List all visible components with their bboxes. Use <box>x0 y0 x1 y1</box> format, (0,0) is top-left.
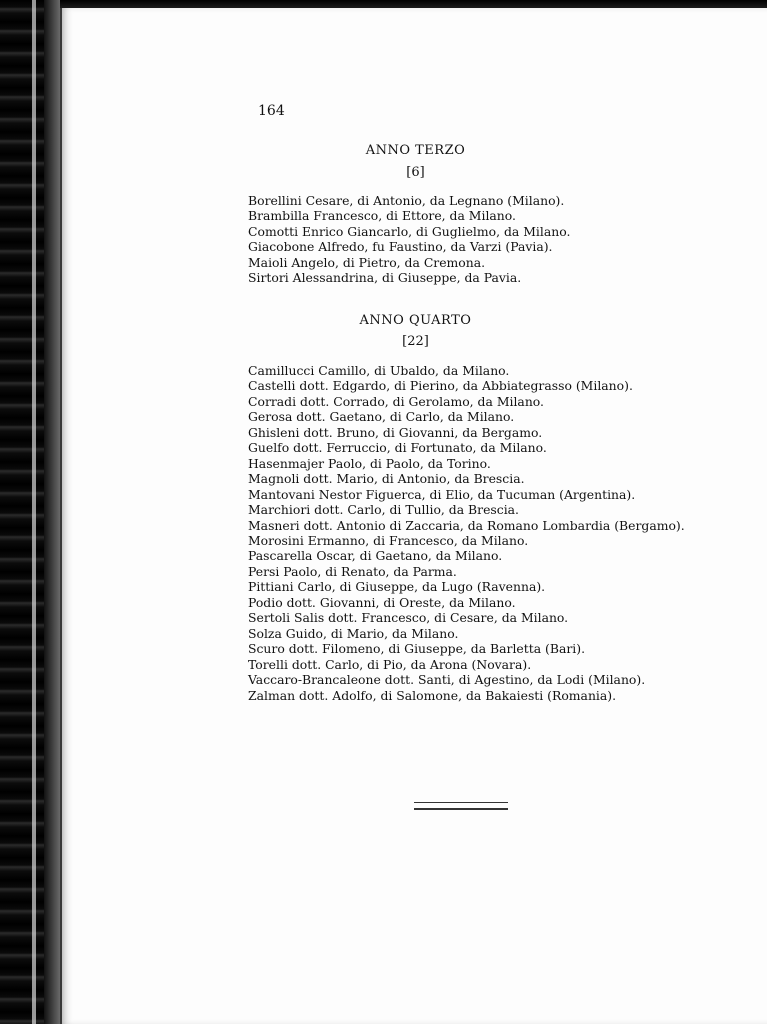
list-item: Gerosa dott. Gaetano, di Carlo, da Milano. <box>248 409 515 425</box>
list-item: Pascarella Oscar, di Gaetano, da Milano. <box>248 548 503 564</box>
list-item: Pittiani Carlo, di Giuseppe, da Lugo (Ravenna). <box>248 579 546 595</box>
list-item: Camillucci Camillo, di Ubaldo, da Milano. <box>248 363 510 378</box>
list-item: Scuro dott. Filomeno, di Giuseppe, da Barletta (Bari). <box>248 641 586 657</box>
list-item: Mantovani Nestor Figuerca, di Elio, da Tucuman (Argentina). <box>248 486 636 502</box>
section-count-anno-quarto: [22] <box>402 334 429 349</box>
list-item: Magnoli dott. Mario, di Antonio, da Brescia. <box>248 471 525 487</box>
list-item: Hasenmajer Paolo, di Paolo, da Torino. <box>248 455 491 471</box>
book-page <box>60 8 767 1024</box>
list-item: Guelfo dott. Ferruccio, di Fortunato, da Milano. <box>248 440 547 456</box>
section-heading-anno-terzo: ANNO TERZO <box>365 143 466 158</box>
page-number: 164 <box>258 103 285 119</box>
list-item: Brambilla Francesco, di Ettore, da Milano. <box>248 208 516 224</box>
end-rule-divider <box>414 802 508 810</box>
list-item: Solza Guido, di Mario, da Milano. <box>248 625 459 641</box>
list-item: Persi Paolo, di Renato, da Parma. <box>248 563 457 579</box>
student-list-anno-terzo <box>248 193 748 286</box>
book-binding-edge <box>0 0 60 1024</box>
list-item: Sertoli Salis dott. Francesco, di Cesare, da Milano. <box>248 610 569 626</box>
list-item: Borellini Cesare, di Antonio, da Legnano (Milano). <box>248 193 565 208</box>
list-item: Morosini Ermanno, di Francesco, da Milano. <box>248 532 529 548</box>
list-item: Comotti Enrico Giancarlo, di Guglielmo, da Milano. <box>248 223 571 239</box>
list-item: Corradi dott. Corrado, di Gerolamo, da Milano. <box>248 393 544 409</box>
list-item: Sirtori Alessandrina, di Giuseppe, da Pavia. <box>248 270 522 286</box>
list-item: Torelli dott. Carlo, di Pio, da Arona (Novara). <box>248 656 532 672</box>
list-item: Ghisleni dott. Bruno, di Giovanni, da Bergamo. <box>248 424 543 440</box>
list-item: Castelli dott. Edgardo, di Pierino, da Abbiategrasso (Milano). <box>248 378 633 394</box>
list-item: Podio dott. Giovanni, di Oreste, da Milano. <box>248 594 516 610</box>
list-item: Masneri dott. Antonio di Zaccaria, da Romano Lombardia (Bergamo). <box>248 517 685 533</box>
list-item: Maioli Angelo, di Pietro, da Cremona. <box>248 254 486 270</box>
section-count-anno-terzo: [6] <box>406 165 425 180</box>
list-item: Giacobone Alfredo, fu Faustino, da Varzi (Pavia). <box>248 239 553 255</box>
list-item: Vaccaro-Brancaleone dott. Santi, di Agestino, da Lodi (Milano). <box>248 672 646 688</box>
list-item: Zalman dott. Adolfo, di Salomone, da Bakaiesti (Romania). <box>248 687 617 703</box>
student-list-anno-quarto <box>248 363 748 703</box>
section-heading-anno-quarto: ANNO QUARTO <box>359 313 472 328</box>
list-item: Marchiori dott. Carlo, di Tullio, da Brescia. <box>248 502 519 518</box>
